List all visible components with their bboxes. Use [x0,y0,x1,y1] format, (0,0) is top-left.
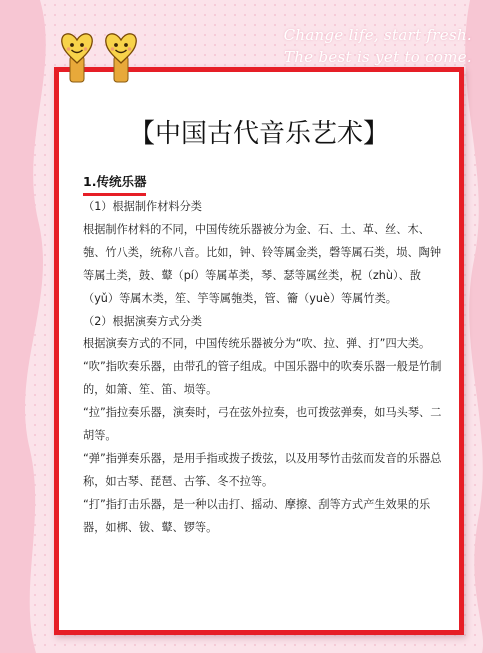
paragraph-four-types: 根据演奏方式的不同，中国传统乐器被分为“吹、拉、弹、打”四大类。 [83,337,431,351]
paragraph-plucked: “弹”指弹奏乐器，是用手指或拨子拨弦，以及用琴竹击弦而发音的乐器总称，如古琴、琵琶、古筝、冬不拉等。 [83,451,442,488]
document-paper [54,67,464,635]
page-title: 【中国古代音乐艺术】 [128,119,389,149]
smiley-clip-icon [62,34,92,82]
slogan [284,24,472,68]
section-title: 1.传统乐器 [83,174,146,196]
subheading-material: （1）根据制作材料分类 [83,200,202,213]
slogan-line-2: The best is yet to come. [283,48,472,66]
document-body [83,196,445,540]
paragraph-material: 根据制作材料的不同，中国传统乐器被分为金、石、土、革、丝、木、匏、竹八类，统称八音。比如，钟、铃等属金类，磬等属石类，埙、陶钟等属土类，鼓、鼙（pí）等属革类，琴、瑟等属丝类，柷（zhù）、敔（yǔ）等属木类，笙、竽等属匏类，管、籥（yuè）等属竹类。 [83,222,442,305]
paragraph-percussion: “打”指打击乐器，是一种以击打、摇动、摩擦、刮等方式产生效果的乐器，如梆、钹、鼙、锣等。 [83,497,431,534]
subheading-playing-method: （2）根据演奏方式分类 [83,314,202,328]
smiley-clip-icon [106,34,136,82]
paragraph-bowed: “拉”指拉奏乐器，演奏时，弓在弦外拉奏，也可拨弦弹奏，如马头琴、二胡等。 [83,406,442,443]
slogan-line-1: Change life, start fresh. [283,26,472,44]
smiley-clips [60,28,144,84]
paragraph-wind: “吹”指吹奏乐器，由带孔的管子组成。中国乐器中的吹奏乐器一般是竹制的，如箫、笙、笛、埙等。 [83,360,442,397]
